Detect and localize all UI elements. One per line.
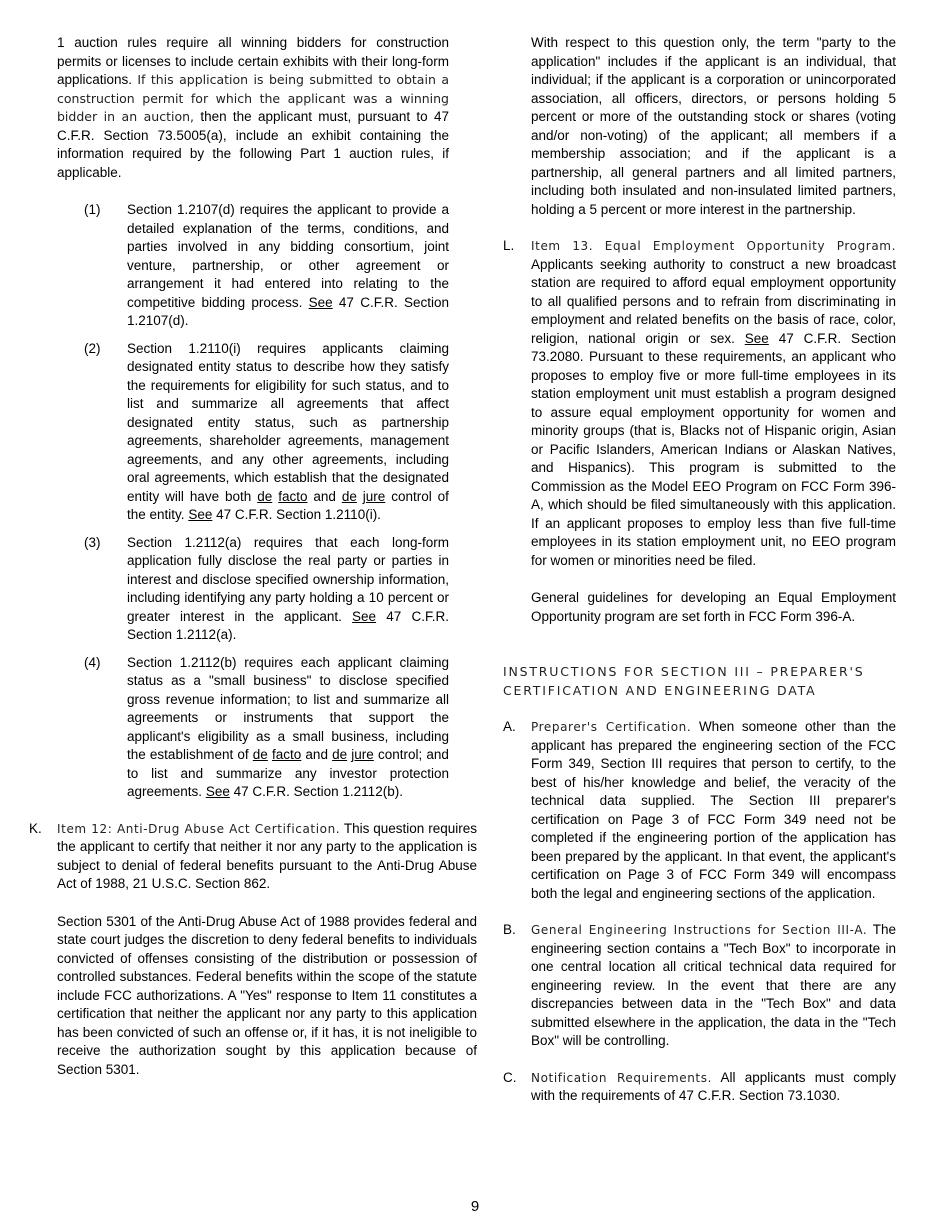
intro-paragraph: 1 auction rules require all winning bidders for construction permits or licenses to include certain exhibits with their long-form applications. If this application is being submitted to obtain a construction permit for which the applicant was a winning bidder in an auction, then the applicant must, pursuant to 47 C.F.R. Section 73.5005(a), include an exhibit containing the information required by the following Part 1 auction rules, if applicable. (57, 35, 449, 180)
sub-item-4: (4) Section 1.2112(b) requires each applicant claiming status as a "small business" to disclose specified gross revenue information; to list and summarize all agreements or instruments that support the applicant's eligibility as a small business, including the establishment of de facto and de jure control; and to list and summarize any investor protection agreements. See 47 C.F.R. Section 1.2112(b). (84, 654, 449, 799)
sub-item-3: (3) Section 1.2112(a) requires that each long-form application fully disclose the real party or parties in interest and disclose specified ownership information, including identifying any party holding a 10 percent or greater interest in the applicant. See 47 C.F.R. Section 1.2112(a). (84, 534, 449, 642)
item-c-title: Notification Requirements. (531, 1070, 712, 1085)
item-a-title: Preparer's Certification. (531, 720, 692, 734)
item-l-paragraph-2: General guidelines for developing an Equal Employment Opportunity program are set forth in FCC Form 396-A. (531, 590, 896, 624)
page-number: 9 (470, 1198, 480, 1215)
sub-item-2: (2) Section 1.2110(i) requires applicants claiming designated entity status to describe how they satisfy the requirements for eligibility for such status, and to list and summarize all agreements that affect designated entity status, such as partnership agreements, shareholder agreements, management agreements, and any other agreements, including oral agreements, which establish that the designated entity will have both de facto and de jure control of the entity. See 47 C.F.R. Section 1.2110(i). (84, 340, 449, 522)
item-l-title: Item 13. Equal Employment Opportunity Program. (531, 239, 896, 253)
left-column (29, 34, 477, 1079)
item-k-title: Item 12: Anti-Drug Abuse Act Certification. (57, 821, 341, 836)
item-b: B. General Engineering Instructions for Section III-A. The engineering section contains a "Tech Box" to incorporate in one central location all critical technical data required for engineering review. In the event that there are any discrepancies between data in the "Tech Box" and data submitted elsewhere in the application, the data in the "Tech Box" will be controlling. (503, 922, 896, 1048)
item-k: K. Item 12: Anti-Drug Abuse Act Certification. This question requires the applicant to certify that neither it nor any party to the application is subject to denial of federal benefits pursuant to the Anti-Drug Abuse Act of 1988, 21 U.S.C. Section 862. Section 5301 of the Anti-Drug Abuse Act of 1988 provides federal and state court judges the discretion to deny federal benefits to individuals convicted of offenses consisting of the distribution or possession of controlled substances. Federal benefits within the scope of the statute include FCC authorizations. A "Yes" response to Item 11 constitutes a certification that neither the applicant nor any party to this application has been convicted of such an offense or, if it has, it is not ineligible to receive the authorization sought by this application because of Section 5301. (29, 820, 477, 1080)
item-k-paragraph-2: Section 5301 of the Anti-Drug Abuse Act of 1988 provides federal and state court judges the discretion to deny federal benefits to individuals convicted of offenses consisting of the distribution or possession of controlled substances. Federal benefits within the scope of the statute include FCC authorizations. A "Yes" response to Item 11 constitutes a certification that neither the applicant nor any party to this application has been convicted of such an offense or, if it has, it is not ineligible to receive the authorization sought by this application because of Section 5301. (57, 913, 477, 1077)
item-c: C. Notification Requirements. All applicants must comply with the requirements of 47 C.F.R. Section 73.1030. (503, 1069, 897, 1103)
item-l: L. Item 13. Equal Employment Opportunity Program. Applicants seeking authority to construct a new broadcast station are required to afford equal employment opportunity to all qualified persons and to refrain from discriminating in employment and related benefits on the basis of race, color, religion, national origin or sex. See 47 C.F.R. Section 73.2080. Pursuant to these requirements, an applicant who proposes to employ five or more full-time employees in its station employment unit must establish a program designed to assure equal employment opportunity for women and minority groups (that is, Blacks not of Hispanic origin, Asian or Pacific Islanders, American Indians or Alaskan Natives, and Hispanics). This program is submitted to the Commission as the Model EEO Program on FCC Form 396-A, which should be filed simultaneously with this application. If an applicant proposes to employ less than five full-time employees in its station employment unit, no EEO program for women or minorities need be filed. General guidelines for developing an Equal Employment Opportunity program are set forth in FCC Form 396-A. (503, 237, 896, 626)
item-a: A. Preparer's Certification. When someone other than the applicant has prepared the engineering section of the FCC Form 349, Section III requires that person to certify, to the best of his/her knowledge and belief, the veracity of the technical data supplied. The Section III preparer's certification on Page 3 of FCC Form 349 need not be completed if the engineering portion of the application has been prepared by the applicant. In that event, the applicant's certification on Page 3 of FCC Form 349 will encompass both the legal and engineering sections of the application. (503, 719, 896, 901)
party-paragraph: With respect to this question only, the term "party to the application" includes if the applicant is an individual, that individual; if the applicant is a corporation or unincorporated association, all officers, directors, or persons holding 5 percent or more of the outstanding stock or shares (voting and/or non-voting) of the applicant; all members if a membership association; and if the applicant is a partnership, all general partners and all limited partners, including both insulated and non-insulated limited partners, holding a 5 percent or more interest in the partnership. (531, 35, 896, 217)
section-iii-header: INSTRUCTIONS FOR SECTION III – PREPARER'S CERTIFICATION AND ENGINEERING DATA (503, 664, 865, 698)
right-column (503, 34, 896, 1106)
sub-item-1: (1) Section 1.2107(d) requires the applicant to provide a detailed explanation of the terms, conditions, and parties involved in any bidding consortium, joint venture, partnership, or other agreement or arrangement it had entered into relating to the competitive bidding process. See 47 C.F.R. Section 1.2107(d). (84, 202, 449, 328)
item-b-title: General Engineering Instructions for Section III-A. (531, 923, 868, 937)
